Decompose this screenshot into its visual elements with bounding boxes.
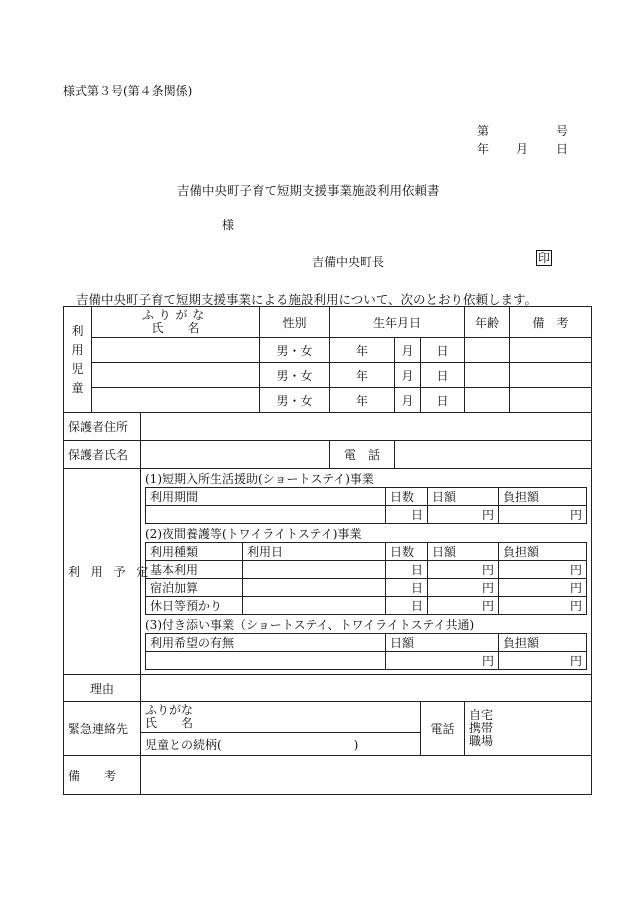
sex-field[interactable]: 男・女 xyxy=(260,338,330,363)
addressee-suffix: 様 xyxy=(222,218,235,232)
form-number: 様式第３号(第４条関係) xyxy=(63,84,193,98)
usage-type-basic: 基本利用 xyxy=(146,561,243,579)
sex-header: 性別 xyxy=(260,307,330,338)
birth-day[interactable]: 日 xyxy=(421,338,465,363)
usage-type-overnight: 宿泊加算 xyxy=(146,579,243,597)
burden-field[interactable]: 円 xyxy=(499,597,587,615)
daily-amount-field[interactable]: 円 xyxy=(428,561,499,579)
age-field[interactable] xyxy=(465,388,510,413)
days-field[interactable]: 日 xyxy=(386,506,428,524)
guardian-name-field[interactable] xyxy=(141,441,330,469)
remarks-field[interactable] xyxy=(510,363,592,388)
guardian-phone-field[interactable] xyxy=(395,441,592,469)
short-stay-title: (1)短期入所生活援助(ショートステイ)事業 xyxy=(145,472,374,486)
reason-label: 理由 xyxy=(64,675,141,702)
age-header: 年齢 xyxy=(465,307,510,338)
guardian-phone-label: 電 話 xyxy=(330,441,395,469)
daily-amount-header: 日額 xyxy=(428,543,499,561)
guardian-name-row xyxy=(64,441,592,469)
emergency-name-cell[interactable]: ふりがな 氏 名 xyxy=(141,702,421,733)
usage-date-field[interactable] xyxy=(243,561,386,579)
child-name-field[interactable] xyxy=(92,388,260,413)
usage-date-field[interactable] xyxy=(243,579,386,597)
birthdate-header: 生年月日 xyxy=(330,307,465,338)
guardian-address-row xyxy=(64,413,592,441)
guardian-name-label: 保護者氏名 xyxy=(64,441,141,469)
usage-type-header: 利用種類 xyxy=(146,543,243,561)
burden-field[interactable]: 円 xyxy=(499,561,587,579)
age-field[interactable] xyxy=(465,363,510,388)
child-name-field[interactable] xyxy=(92,338,260,363)
child-name-header: ふりがな 氏 名 xyxy=(92,307,260,338)
issuer-name: 吉備中央町長 xyxy=(312,255,385,269)
burden-field[interactable]: 円 xyxy=(499,579,587,597)
usage-plan-label: 利用予定 xyxy=(64,469,141,675)
usage-type-holiday: 休日等預かり xyxy=(146,597,243,615)
birth-month[interactable]: 月 xyxy=(395,388,421,413)
burden-header: 負担額 xyxy=(499,634,587,652)
emergency-row-1 xyxy=(64,702,592,733)
remarks-label: 備 考 xyxy=(64,756,141,795)
intro-text: 吉備中央町子育て短期支援事業による施設利用について、次のとおり依頼します。 xyxy=(76,292,538,307)
date-day-label: 日 xyxy=(556,142,569,156)
child-name-field[interactable] xyxy=(92,363,260,388)
document-number-label: 第 xyxy=(477,124,490,138)
remarks-field[interactable] xyxy=(510,388,592,413)
daily-amount-header: 日額 xyxy=(386,634,499,652)
days-header: 日数 xyxy=(386,543,428,561)
twilight-table xyxy=(145,542,587,615)
guardian-address-field[interactable] xyxy=(141,413,592,441)
daily-amount-field[interactable]: 円 xyxy=(428,506,499,524)
guardian-address-label: 保護者住所 xyxy=(64,413,141,441)
short-stay-table xyxy=(145,487,587,524)
usage-date-header: 利用日 xyxy=(243,543,386,561)
burden-field[interactable]: 円 xyxy=(499,506,587,524)
remarks-note-field[interactable] xyxy=(141,756,592,795)
date-year-label: 年 xyxy=(477,142,490,156)
document-number-suffix: 号 xyxy=(556,124,569,138)
document-title: 吉備中央町子育て短期支援事業施設利用依頼書 xyxy=(177,183,440,198)
child-row xyxy=(64,388,592,413)
emergency-phone-label: 電話 xyxy=(421,702,465,756)
birth-day[interactable]: 日 xyxy=(421,363,465,388)
daily-amount-field[interactable]: 円 xyxy=(428,597,499,615)
birth-month[interactable]: 月 xyxy=(395,363,421,388)
daily-amount-field[interactable]: 円 xyxy=(428,579,499,597)
child-header-row xyxy=(64,307,592,338)
remarks-header: 備 考 xyxy=(510,307,592,338)
child-row xyxy=(64,363,592,388)
days-field[interactable]: 日 xyxy=(386,579,428,597)
attendance-table xyxy=(145,633,587,670)
remarks-field[interactable] xyxy=(510,338,592,363)
sex-field[interactable]: 男・女 xyxy=(260,363,330,388)
application-form-table xyxy=(63,306,592,795)
burden-header: 負担額 xyxy=(499,543,587,561)
birth-year[interactable]: 年 xyxy=(330,363,395,388)
seal-mark: 印 xyxy=(538,251,551,265)
reason-field[interactable] xyxy=(141,675,592,702)
days-header: 日数 xyxy=(386,488,428,506)
burden-header: 負担額 xyxy=(499,488,587,506)
usage-plan-content xyxy=(141,469,592,675)
daily-amount-header: 日額 xyxy=(428,488,499,506)
emergency-contact-label: 緊急連絡先 xyxy=(64,702,141,756)
request-header: 利用希望の有無 xyxy=(146,634,386,652)
attendance-title: (3)付き添い事業（ショートステイ、トワイライトステイ共通) xyxy=(145,618,475,632)
request-field[interactable] xyxy=(146,652,386,670)
age-field[interactable] xyxy=(465,338,510,363)
remarks-row xyxy=(64,756,592,795)
child-section-label: 利 用 児 童 xyxy=(64,307,92,413)
days-field[interactable]: 日 xyxy=(386,561,428,579)
birth-year[interactable]: 年 xyxy=(330,338,395,363)
burden-field[interactable]: 円 xyxy=(499,652,587,670)
relationship-field[interactable]: 児童との続柄( ) xyxy=(141,733,421,756)
usage-date-field[interactable] xyxy=(243,597,386,615)
daily-amount-field[interactable]: 円 xyxy=(386,652,499,670)
birth-month[interactable]: 月 xyxy=(395,338,421,363)
period-header: 利用期間 xyxy=(146,488,386,506)
period-field[interactable] xyxy=(146,506,386,524)
emergency-phone-types[interactable]: 自宅 携帯 職場 xyxy=(465,702,592,756)
days-field[interactable]: 日 xyxy=(386,597,428,615)
child-row xyxy=(64,338,592,363)
sex-field[interactable]: 男・女 xyxy=(260,388,330,413)
twilight-title: (2)夜間養護等(トワイライトステイ)事業 xyxy=(145,527,362,541)
birth-year[interactable]: 年 xyxy=(330,388,395,413)
reason-row xyxy=(64,675,592,702)
birth-day[interactable]: 日 xyxy=(421,388,465,413)
date-month-label: 月 xyxy=(516,142,529,156)
usage-plan-row xyxy=(64,469,592,675)
